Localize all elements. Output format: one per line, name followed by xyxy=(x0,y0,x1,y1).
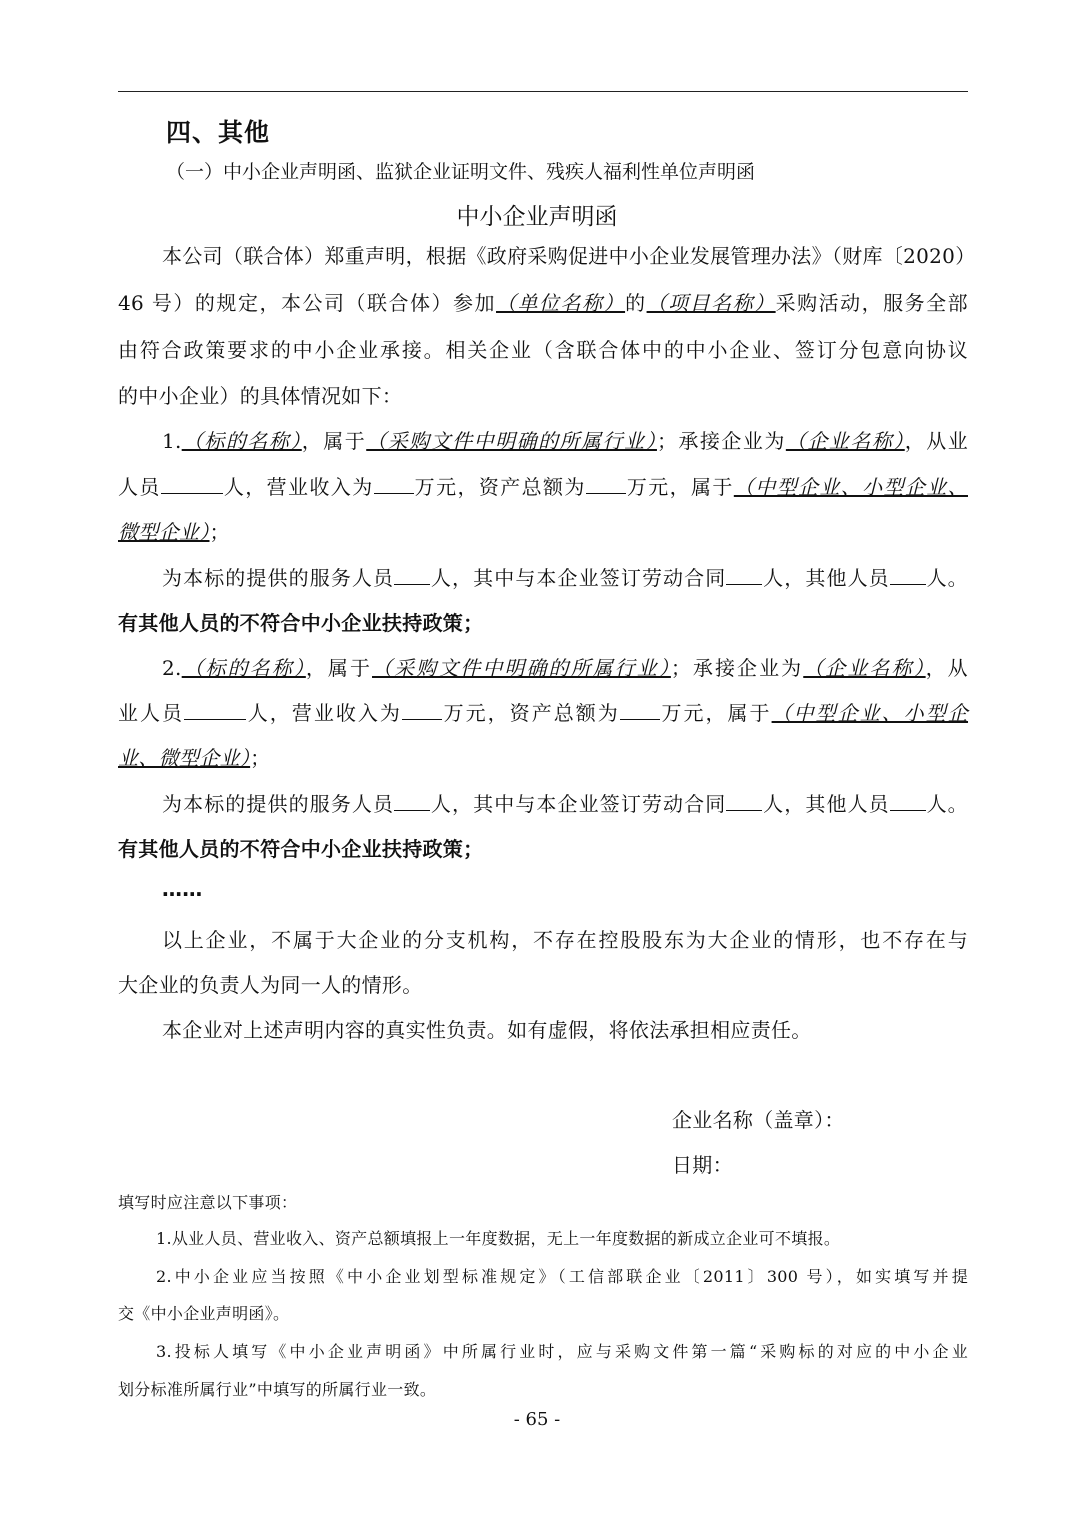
item-1-line-3 xyxy=(118,519,968,545)
item-text: ； xyxy=(250,746,271,770)
subject-name-field[interactable]: （标的名称） xyxy=(181,429,302,453)
item-text: ； xyxy=(209,520,230,544)
unit-name-field[interactable]: （单位名称） xyxy=(496,291,626,315)
intro-line-2 xyxy=(118,290,968,316)
industry-field[interactable]: （采购文件中明确的所属行业） xyxy=(366,429,657,453)
item-text: ，属于 xyxy=(305,656,373,680)
item-text: ，从 xyxy=(925,656,968,680)
item-text: 人员 xyxy=(118,475,161,499)
intro-text: 采购活动，服务全部 xyxy=(775,291,968,315)
section-heading: 四、其他 xyxy=(166,118,271,147)
revenue-blank[interactable] xyxy=(374,475,414,494)
closing-line-1: 以上企业，不属于大企业的分支机构，不存在控股股东为大企业的情形，也不存在与 xyxy=(162,928,968,952)
ellipsis: …… xyxy=(162,877,203,901)
item-2-line-3 xyxy=(118,745,968,771)
item-text: 万元，属于 xyxy=(625,475,734,499)
contract-staff-blank[interactable] xyxy=(726,792,762,811)
item-1-service-line xyxy=(162,565,968,591)
page-number: - 65 - xyxy=(513,1409,561,1430)
item-1-line-1 xyxy=(162,428,968,454)
item-text: 万元，资产总额为 xyxy=(441,701,620,725)
note-3-line-2: 划分标准所属行业”中填写的所属行业一致。 xyxy=(118,1380,437,1399)
assets-blank[interactable] xyxy=(620,701,660,720)
staff-count-blank[interactable] xyxy=(184,701,246,720)
item-text: ，属于 xyxy=(301,429,367,453)
subject-name-field[interactable]: （标的名称） xyxy=(181,656,306,680)
item-text: 人，营业收入为 xyxy=(222,475,374,499)
service-staff-blank[interactable] xyxy=(394,792,430,811)
enterprise-size-field[interactable]: （中型企业、小型企 xyxy=(771,701,969,725)
item-text: 万元，资产总额为 xyxy=(413,475,586,499)
intro-text: 46 号）的规定，本公司（联合体）参加 xyxy=(118,291,497,315)
note-2-line-1: 2.中小企业应当按照《中小企业划型标准规定》（工信部联企业〔2011〕300 号），如实填写并提 xyxy=(156,1267,968,1286)
intro-line-3: 由符合政策要求的中小企业承接。相关企业（含联合体中的中小企业、签订分包意向协议 xyxy=(118,338,968,362)
intro-line-4: 的中小企业）的具体情况如下： xyxy=(118,384,403,408)
document-title: 中小企业声明函 xyxy=(456,204,618,230)
enterprise-size-field-cont[interactable]: 业、微型企业） xyxy=(118,746,251,770)
item-text: 万元，属于 xyxy=(659,701,772,725)
revenue-blank[interactable] xyxy=(402,701,442,720)
company-name-field[interactable]: （企业名称） xyxy=(785,429,905,453)
item-2-line-1 xyxy=(162,655,968,681)
header-rule xyxy=(118,91,968,92)
company-name-field[interactable]: （企业名称） xyxy=(803,656,926,680)
project-name-field[interactable]: （项目名称） xyxy=(646,291,776,315)
note-3-line-1: 3.投标人填写《中小企业声明函》中所属行业时，应与采购文件第一篇“采购标的对应的中小企业 xyxy=(156,1342,968,1361)
item-1-line-2 xyxy=(118,474,968,500)
staff-count-blank[interactable] xyxy=(161,475,223,494)
item-text: 人，营业收入为 xyxy=(246,701,402,725)
item-text: 为本标的提供的服务人员 xyxy=(162,566,395,590)
item-1-policy-note: 有其他人员的不符合中小企业扶持政策； xyxy=(118,611,484,635)
item-text: 为本标的提供的服务人员 xyxy=(162,792,395,816)
item-text: ，从业 xyxy=(904,429,968,453)
item-2-service-line xyxy=(162,791,968,817)
assets-blank[interactable] xyxy=(586,475,626,494)
other-staff-blank[interactable] xyxy=(890,792,926,811)
note-2-line-2: 交《中小企业声明函》。 xyxy=(118,1304,290,1323)
item-text: 人。 xyxy=(925,566,968,590)
closing-line-3: 本企业对上述声明内容的真实性负责。如有虚假，将依法承担相应责任。 xyxy=(162,1018,812,1042)
enterprise-size-field-cont[interactable]: 微型企业） xyxy=(118,520,210,544)
item-text: 人，其他人员 xyxy=(762,792,890,816)
item-text: 人，其中与本企业签订劳动合同 xyxy=(430,566,727,590)
date-label: 日期： xyxy=(672,1153,733,1177)
item-number: 1. xyxy=(162,429,182,453)
industry-field[interactable]: （采购文件中明确的所属行业） xyxy=(372,656,671,680)
contract-staff-blank[interactable] xyxy=(726,566,762,585)
item-text: 人，其他人员 xyxy=(762,566,890,590)
closing-line-2: 大企业的负责人为同一人的情形。 xyxy=(118,973,423,997)
other-staff-blank[interactable] xyxy=(890,566,926,585)
item-text: 人。 xyxy=(925,792,968,816)
item-text: ；承接企业为 xyxy=(656,429,786,453)
notes-heading: 填写时应注意以下事项： xyxy=(118,1193,298,1212)
intro-text: 的 xyxy=(625,291,647,315)
enterprise-size-field[interactable]: （中型企业、小型企业、 xyxy=(733,475,968,499)
subsection-heading: （一）中小企业声明函、监狱企业证明文件、残疾人福利性单位声明函 xyxy=(166,161,756,183)
item-2-policy-note: 有其他人员的不符合中小企业扶持政策； xyxy=(118,837,484,861)
service-staff-blank[interactable] xyxy=(394,566,430,585)
item-text: 人，其中与本企业签订劳动合同 xyxy=(430,792,727,816)
item-2-line-2 xyxy=(118,700,968,726)
note-1: 1.从业人员、营业收入、资产总额填报上一年度数据，无上一年度数据的新成立企业可不填报。 xyxy=(156,1229,841,1248)
item-text: 业人员 xyxy=(118,701,185,725)
item-number: 2. xyxy=(162,656,182,680)
intro-line-1: 本公司（联合体）郑重声明，根据《政府采购促进中小企业发展管理办法》（财库〔2020） xyxy=(162,244,976,268)
item-text: ；承接企业为 xyxy=(670,656,804,680)
company-seal-label: 企业名称（盖章）： xyxy=(672,1108,845,1132)
